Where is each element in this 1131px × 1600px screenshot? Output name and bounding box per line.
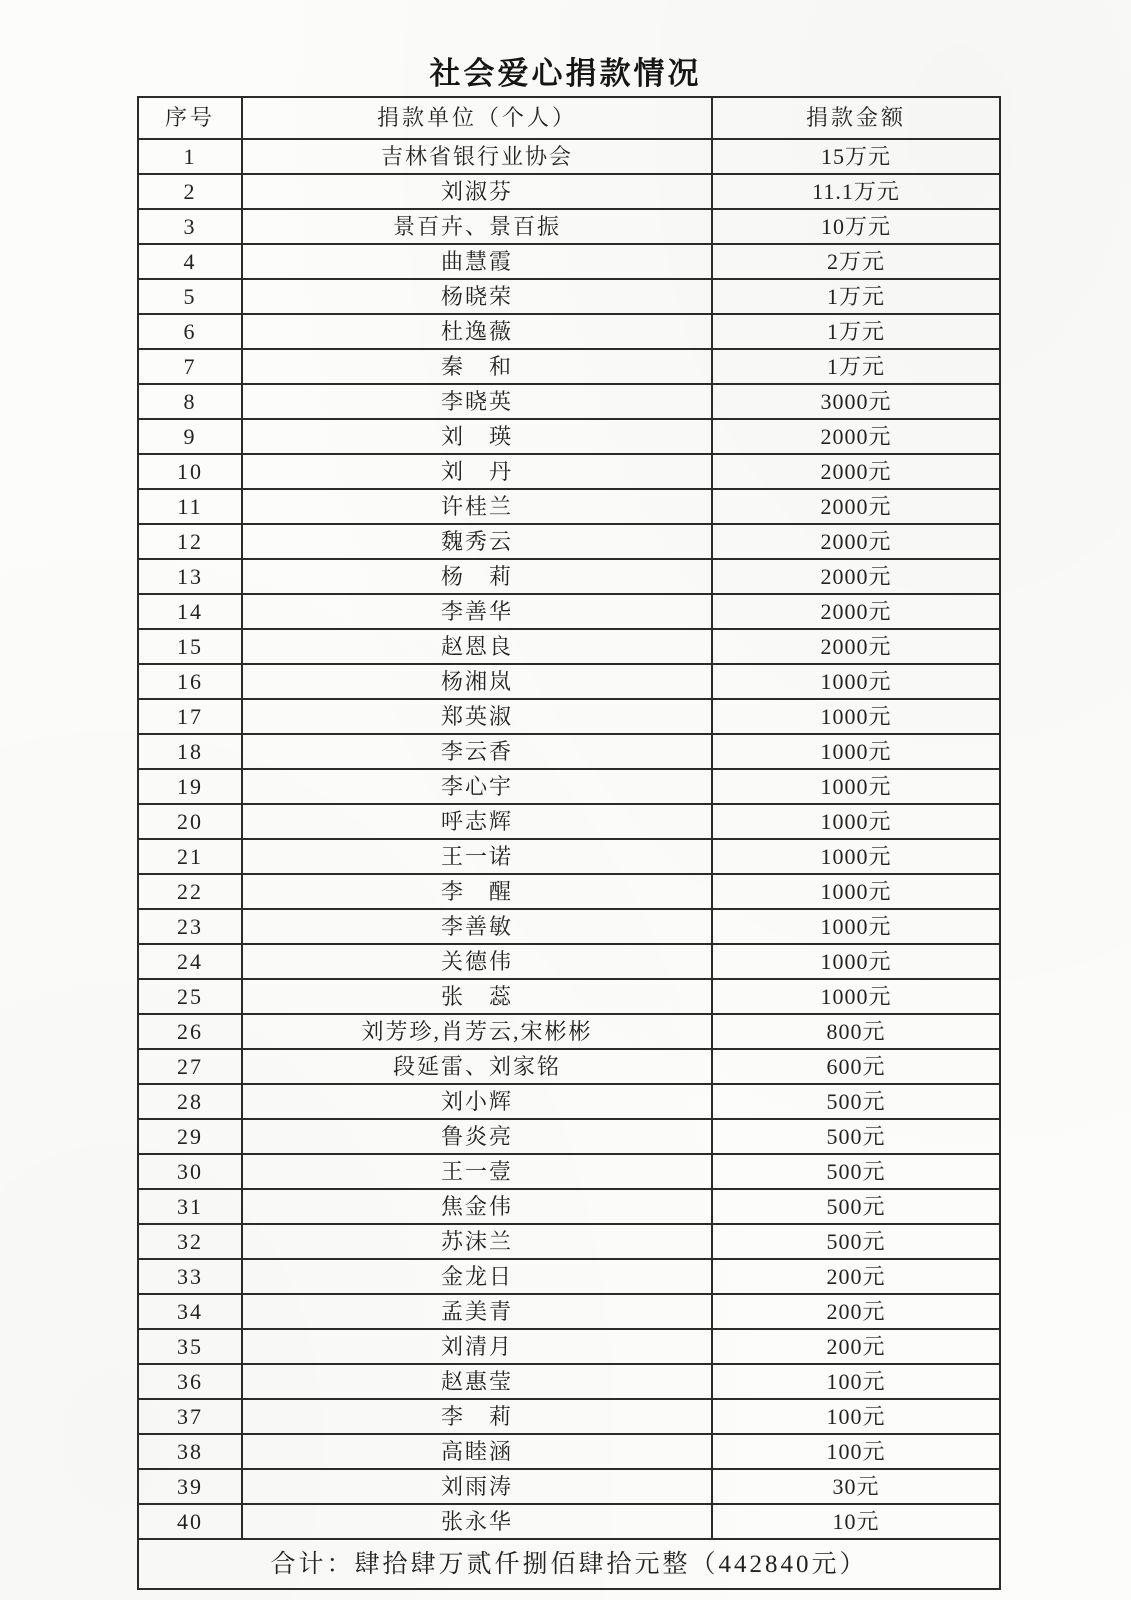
table-row <box>138 384 1000 419</box>
row-amount-cell: 500元 <box>712 1154 1000 1189</box>
row-index-cell: 3 <box>138 209 242 244</box>
row-donor-cell: 刘小辉 <box>242 1084 712 1119</box>
column-header-amount: 捐款金额 <box>712 97 1000 139</box>
table-row <box>138 1364 1000 1399</box>
row-index-cell: 32 <box>138 1224 242 1259</box>
row-donor-cell: 杨 莉 <box>242 559 712 594</box>
table-row <box>138 1154 1000 1189</box>
row-donor-cell: 赵恩良 <box>242 629 712 664</box>
column-header-donor: 捐款单位（个人） <box>242 97 712 139</box>
row-donor-cell: 李 醒 <box>242 874 712 909</box>
row-amount-cell: 2000元 <box>712 594 1000 629</box>
row-amount-cell: 1000元 <box>712 944 1000 979</box>
document-title: 社会爱心捐款情况 <box>429 56 702 91</box>
table-row <box>138 349 1000 384</box>
row-amount-cell: 1000元 <box>712 664 1000 699</box>
row-index-cell: 4 <box>138 244 242 279</box>
row-donor-cell: 段延雷、刘家铭 <box>242 1049 712 1084</box>
row-index-cell: 40 <box>138 1504 242 1539</box>
row-index-cell: 21 <box>138 839 242 874</box>
donation-table <box>137 96 1001 1590</box>
row-donor-cell: 郑英淑 <box>242 699 712 734</box>
row-donor-cell: 高睦涵 <box>242 1434 712 1469</box>
table-row <box>138 804 1000 839</box>
row-amount-cell: 200元 <box>712 1259 1000 1294</box>
row-amount-cell: 15万元 <box>712 139 1000 174</box>
row-donor-cell: 鲁炎亮 <box>242 1119 712 1154</box>
row-donor-cell: 杨晓荣 <box>242 279 712 314</box>
row-amount-cell: 500元 <box>712 1224 1000 1259</box>
row-donor-cell: 李善华 <box>242 594 712 629</box>
row-index-cell: 31 <box>138 1189 242 1224</box>
row-amount-cell: 500元 <box>712 1084 1000 1119</box>
table-row <box>138 1224 1000 1259</box>
row-index-cell: 1 <box>138 139 242 174</box>
row-amount-cell: 1000元 <box>712 734 1000 769</box>
table-row <box>138 734 1000 769</box>
row-amount-cell: 100元 <box>712 1434 1000 1469</box>
row-index-cell: 8 <box>138 384 242 419</box>
row-index-cell: 27 <box>138 1049 242 1084</box>
table-row <box>138 314 1000 349</box>
table-row <box>138 419 1000 454</box>
row-index-cell: 26 <box>138 1014 242 1049</box>
row-index-cell: 37 <box>138 1399 242 1434</box>
row-index-cell: 9 <box>138 419 242 454</box>
row-index-cell: 2 <box>138 174 242 209</box>
row-donor-cell: 王一诺 <box>242 839 712 874</box>
row-index-cell: 23 <box>138 909 242 944</box>
row-amount-cell: 2000元 <box>712 489 1000 524</box>
row-amount-cell: 100元 <box>712 1364 1000 1399</box>
row-amount-cell: 200元 <box>712 1294 1000 1329</box>
row-donor-cell: 苏沫兰 <box>242 1224 712 1259</box>
row-index-cell: 12 <box>138 524 242 559</box>
table-row <box>138 1504 1000 1539</box>
row-amount-cell: 1000元 <box>712 804 1000 839</box>
column-header-index: 序号 <box>138 97 242 139</box>
row-donor-cell: 曲慧霞 <box>242 244 712 279</box>
table-row <box>138 1014 1000 1049</box>
row-donor-cell: 秦 和 <box>242 349 712 384</box>
row-donor-cell: 关德伟 <box>242 944 712 979</box>
row-index-cell: 33 <box>138 1259 242 1294</box>
row-amount-cell: 1万元 <box>712 349 1000 384</box>
table-row <box>138 1259 1000 1294</box>
row-amount-cell: 1000元 <box>712 874 1000 909</box>
row-index-cell: 25 <box>138 979 242 1014</box>
row-index-cell: 39 <box>138 1469 242 1504</box>
row-donor-cell: 焦金伟 <box>242 1189 712 1224</box>
row-index-cell: 5 <box>138 279 242 314</box>
row-donor-cell: 许桂兰 <box>242 489 712 524</box>
row-amount-cell: 1万元 <box>712 314 1000 349</box>
row-amount-cell: 10万元 <box>712 209 1000 244</box>
table-row <box>138 979 1000 1014</box>
row-donor-cell: 李云香 <box>242 734 712 769</box>
table-row <box>138 1049 1000 1084</box>
row-donor-cell: 张 蕊 <box>242 979 712 1014</box>
row-index-cell: 19 <box>138 769 242 804</box>
table-row <box>138 489 1000 524</box>
table-row <box>138 524 1000 559</box>
row-donor-cell: 刘清月 <box>242 1329 712 1364</box>
row-index-cell: 28 <box>138 1084 242 1119</box>
row-donor-cell: 李 莉 <box>242 1399 712 1434</box>
total-text: 合计：肆拾肆万贰仟捌佰肆拾元整（442840元） <box>138 1539 1000 1589</box>
row-donor-cell: 刘 丹 <box>242 454 712 489</box>
row-amount-cell: 1万元 <box>712 279 1000 314</box>
row-amount-cell: 30元 <box>712 1469 1000 1504</box>
row-index-cell: 10 <box>138 454 242 489</box>
row-index-cell: 18 <box>138 734 242 769</box>
table-row <box>138 1189 1000 1224</box>
table-row <box>138 1434 1000 1469</box>
row-donor-cell: 李晓英 <box>242 384 712 419</box>
table-row <box>138 769 1000 804</box>
table-row <box>138 629 1000 664</box>
row-index-cell: 24 <box>138 944 242 979</box>
row-index-cell: 36 <box>138 1364 242 1399</box>
row-donor-cell: 杜逸薇 <box>242 314 712 349</box>
row-index-cell: 20 <box>138 804 242 839</box>
row-amount-cell: 1000元 <box>712 839 1000 874</box>
row-donor-cell: 王一壹 <box>242 1154 712 1189</box>
row-donor-cell: 魏秀云 <box>242 524 712 559</box>
row-index-cell: 35 <box>138 1329 242 1364</box>
row-donor-cell: 金龙日 <box>242 1259 712 1294</box>
table-row <box>138 874 1000 909</box>
row-index-cell: 13 <box>138 559 242 594</box>
total-row <box>138 1539 1000 1589</box>
row-donor-cell: 景百卉、景百振 <box>242 209 712 244</box>
row-amount-cell: 2000元 <box>712 559 1000 594</box>
row-index-cell: 7 <box>138 349 242 384</box>
table-row <box>138 839 1000 874</box>
row-donor-cell: 李心宇 <box>242 769 712 804</box>
row-amount-cell: 1000元 <box>712 769 1000 804</box>
row-index-cell: 6 <box>138 314 242 349</box>
row-index-cell: 14 <box>138 594 242 629</box>
table-row <box>138 244 1000 279</box>
row-index-cell: 15 <box>138 629 242 664</box>
row-amount-cell: 2000元 <box>712 524 1000 559</box>
row-index-cell: 16 <box>138 664 242 699</box>
row-index-cell: 17 <box>138 699 242 734</box>
row-amount-cell: 500元 <box>712 1119 1000 1154</box>
row-amount-cell: 2000元 <box>712 419 1000 454</box>
row-amount-cell: 500元 <box>712 1189 1000 1224</box>
row-amount-cell: 2万元 <box>712 244 1000 279</box>
row-amount-cell: 11.1万元 <box>712 174 1000 209</box>
row-donor-cell: 孟美青 <box>242 1294 712 1329</box>
table-row <box>138 1469 1000 1504</box>
row-amount-cell: 200元 <box>712 1329 1000 1364</box>
table-row <box>138 594 1000 629</box>
table-row <box>138 944 1000 979</box>
row-donor-cell: 李善敏 <box>242 909 712 944</box>
row-index-cell: 34 <box>138 1294 242 1329</box>
row-donor-cell: 刘雨涛 <box>242 1469 712 1504</box>
table-row <box>138 1399 1000 1434</box>
row-amount-cell: 2000元 <box>712 454 1000 489</box>
table-row <box>138 699 1000 734</box>
table-row <box>138 139 1000 174</box>
row-amount-cell: 1000元 <box>712 699 1000 734</box>
table-row <box>138 279 1000 314</box>
row-donor-cell: 刘芳珍,肖芳云,宋彬彬 <box>242 1014 712 1049</box>
table-header-row <box>138 97 1000 139</box>
row-donor-cell: 杨湘岚 <box>242 664 712 699</box>
row-donor-cell: 吉林省银行业协会 <box>242 139 712 174</box>
table-row <box>138 1329 1000 1364</box>
table-row <box>138 1084 1000 1119</box>
row-amount-cell: 3000元 <box>712 384 1000 419</box>
row-index-cell: 11 <box>138 489 242 524</box>
table-row <box>138 1119 1000 1154</box>
row-donor-cell: 呼志辉 <box>242 804 712 839</box>
row-amount-cell: 100元 <box>712 1399 1000 1434</box>
row-amount-cell: 2000元 <box>712 629 1000 664</box>
row-index-cell: 22 <box>138 874 242 909</box>
row-amount-cell: 800元 <box>712 1014 1000 1049</box>
table-row <box>138 209 1000 244</box>
row-index-cell: 29 <box>138 1119 242 1154</box>
row-donor-cell: 张永华 <box>242 1504 712 1539</box>
table-row <box>138 454 1000 489</box>
row-amount-cell: 1000元 <box>712 909 1000 944</box>
table-row <box>138 1294 1000 1329</box>
row-index-cell: 30 <box>138 1154 242 1189</box>
row-amount-cell: 10元 <box>712 1504 1000 1539</box>
table-row <box>138 559 1000 594</box>
row-donor-cell: 刘淑芬 <box>242 174 712 209</box>
row-amount-cell: 1000元 <box>712 979 1000 1014</box>
row-index-cell: 38 <box>138 1434 242 1469</box>
table-body <box>138 139 1000 1539</box>
row-donor-cell: 赵惠莹 <box>242 1364 712 1399</box>
table-row <box>138 909 1000 944</box>
row-amount-cell: 600元 <box>712 1049 1000 1084</box>
table-row <box>138 174 1000 209</box>
row-donor-cell: 刘 瑛 <box>242 419 712 454</box>
table-row <box>138 664 1000 699</box>
